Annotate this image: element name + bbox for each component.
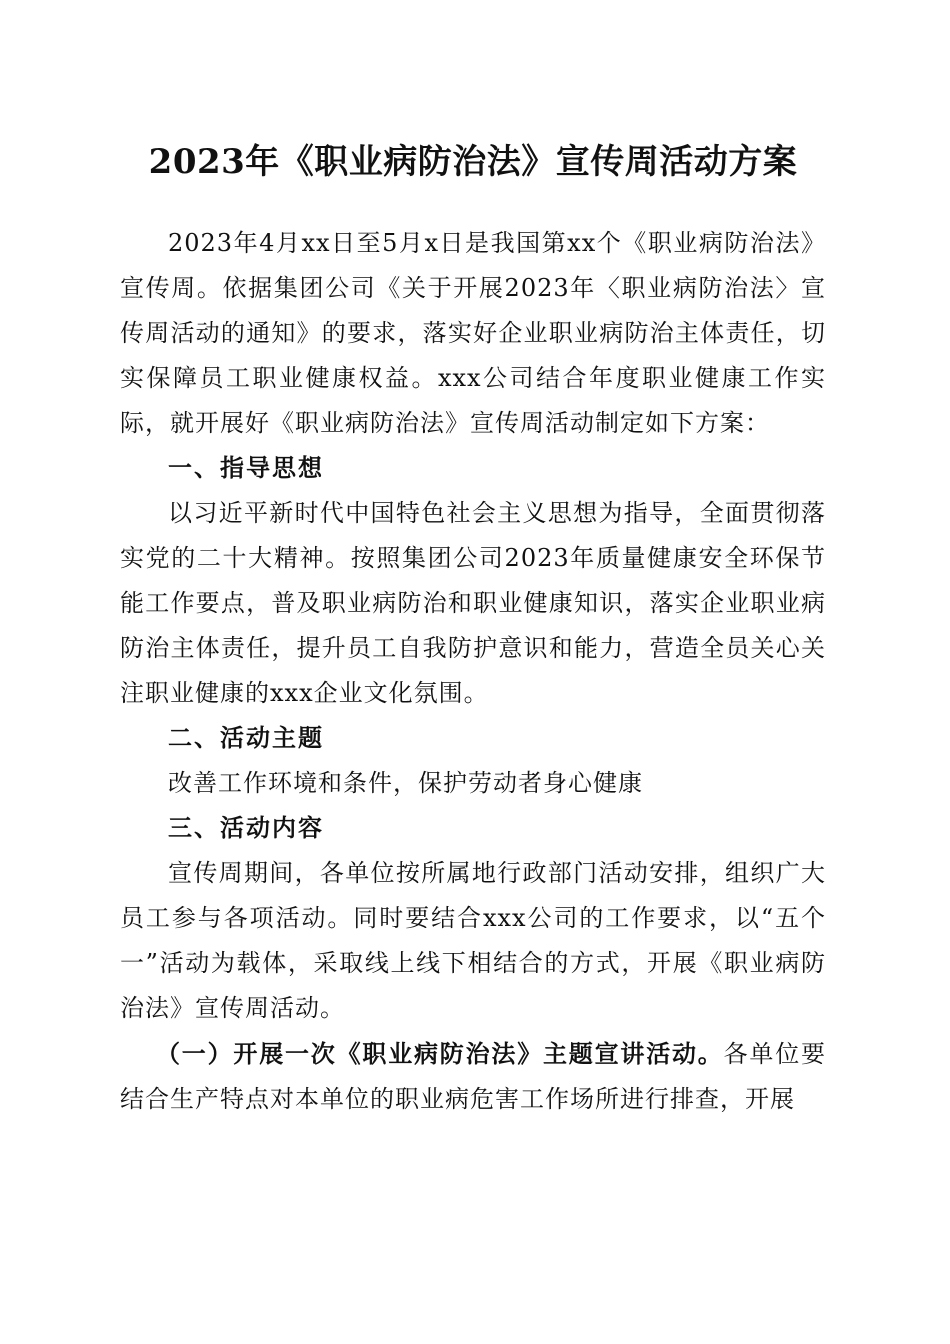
section-heading-guiding-ideology: 一、指导思想: [168, 454, 324, 482]
subsection-text: 各单位要结合生产特点对本单位的职业病危害工作场所进行排查，开展: [120, 1040, 827, 1113]
section-heading-activity-content: 三、活动内容: [168, 814, 324, 842]
section-paragraph-guiding-ideology: 以习近平新时代中国特色社会主义思想为指导，全面贯彻落实党的二十大精神。按照集团公司2023年质量健康安全环保节能工作要点，普及职业病防治和职业健康知识，落实企业职业病防治主体责任，提升员工自我防护意识和能力，营造全员关心关注职业健康的xxx企业文化氛围。: [120, 499, 826, 707]
section-heading-activity-theme: 二、活动主题: [168, 724, 324, 752]
section-paragraph-activity-theme: 改善工作环境和条件，保护劳动者身心健康: [168, 769, 643, 797]
intro-paragraph: 2023年4月xx日至5月x日是我国第xx个《职业病防治法》宣传周。依据集团公司《关于开展2023年〈职业病防治法〉宣传周活动的通知》的要求，落实好企业职业病防治主体责任，切实保障员工职业健康权益。xxx公司结合年度职业健康工作实际，就开展好《职业病防治法》宣传周活动制定如下方案：: [120, 229, 826, 437]
subsection-paragraph: [120, 1031, 826, 1122]
subsection-lead: （一）开展一次《职业病防治法》主题宣讲活动。: [156, 1039, 724, 1068]
document-body: [120, 221, 826, 1122]
document-title: 2023年《职业病防治法》宣传周活动方案: [148, 142, 798, 182]
section-paragraph-activity-content: 宣传周期间，各单位按所属地行政部门活动安排，组织广大员工参与各项活动。同时要结合xxx公司的工作要求，以“五个一”活动为载体，采取线上线下相结合的方式，开展《职业病防治法》宣传周活动。: [120, 859, 826, 1022]
